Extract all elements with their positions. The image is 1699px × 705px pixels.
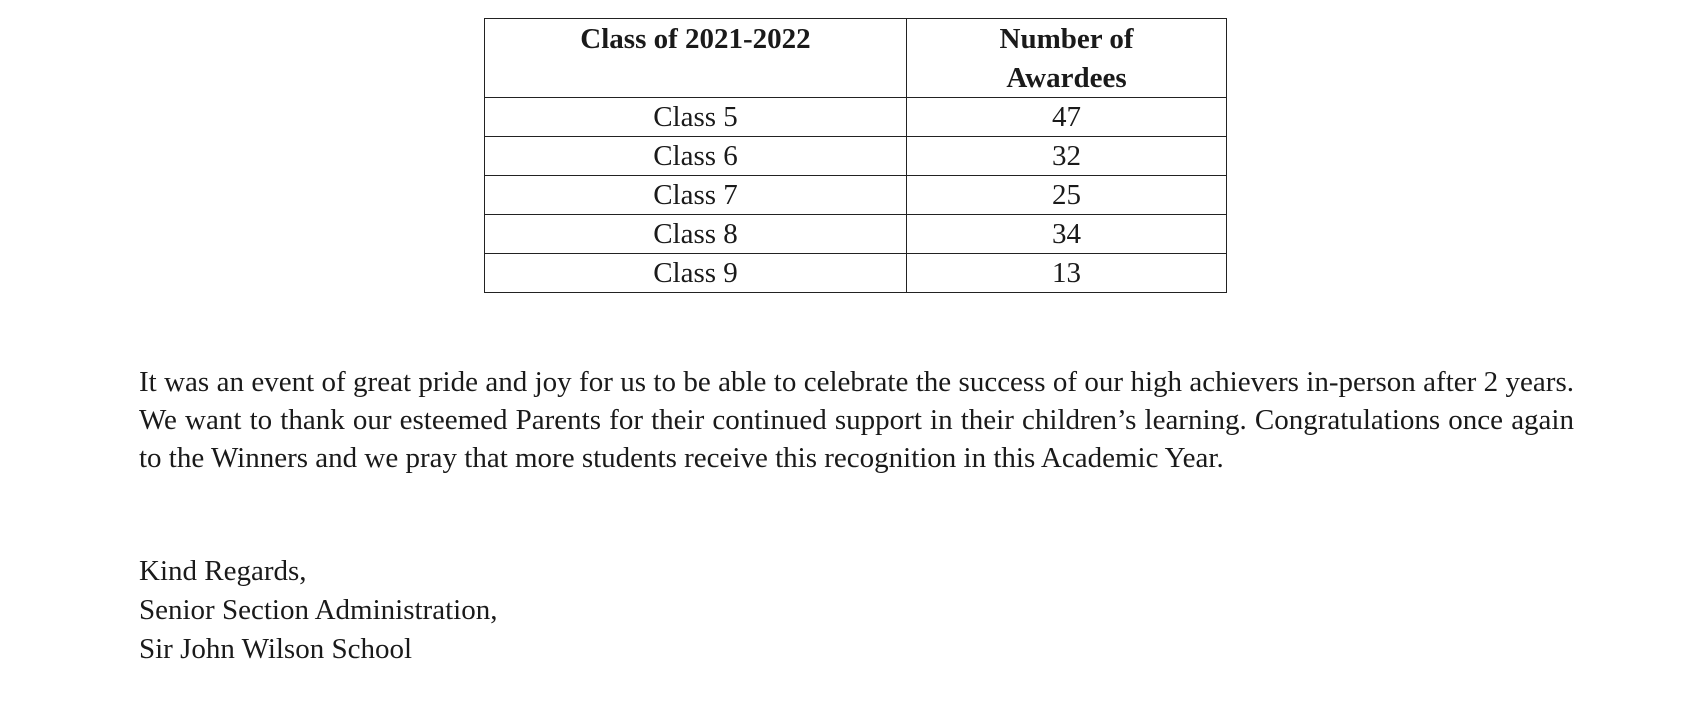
awardees-column-header-line2: Awardees: [1006, 62, 1127, 94]
class-cell: Class 9: [485, 254, 907, 293]
class-cell: Class 6: [485, 137, 907, 176]
table-row: [485, 137, 1227, 176]
awardees-column-header-line1: Number of: [999, 23, 1134, 55]
table-row: [485, 176, 1227, 215]
class-column-header: [485, 19, 907, 98]
awardees-table: [484, 18, 1227, 293]
awardee-count-cell: 25: [907, 176, 1227, 215]
body-paragraph: It was an event of great pride and joy for us to be able to celebrate the success of our high achievers in-person after 2 years. We want to thank our esteemed Parents for their continued support in their children’s learning. Congratulations once again to the Winners and we pray that more students receive this recognition in this Academic Year.: [139, 366, 1574, 474]
table-row: [485, 254, 1227, 293]
closing-department: Senior Section Administration,: [139, 594, 498, 626]
awardee-count-cell: 13: [907, 254, 1227, 293]
table-row: [485, 215, 1227, 254]
awardees-column-header: [907, 19, 1227, 98]
class-cell: Class 8: [485, 215, 907, 254]
class-cell: Class 7: [485, 176, 907, 215]
table-row: [485, 98, 1227, 137]
class-cell: Class 5: [485, 98, 907, 137]
awardee-count-cell: 47: [907, 98, 1227, 137]
closing-salutation: Kind Regards,: [139, 555, 307, 587]
awardee-count-cell: 32: [907, 137, 1227, 176]
class-column-header-label: Class of 2021-2022: [580, 23, 811, 55]
closing-signature-block: [139, 552, 497, 669]
awardee-count-cell: 34: [907, 215, 1227, 254]
closing-school-name: Sir John Wilson School: [139, 633, 413, 665]
table-header-row: [485, 19, 1227, 98]
